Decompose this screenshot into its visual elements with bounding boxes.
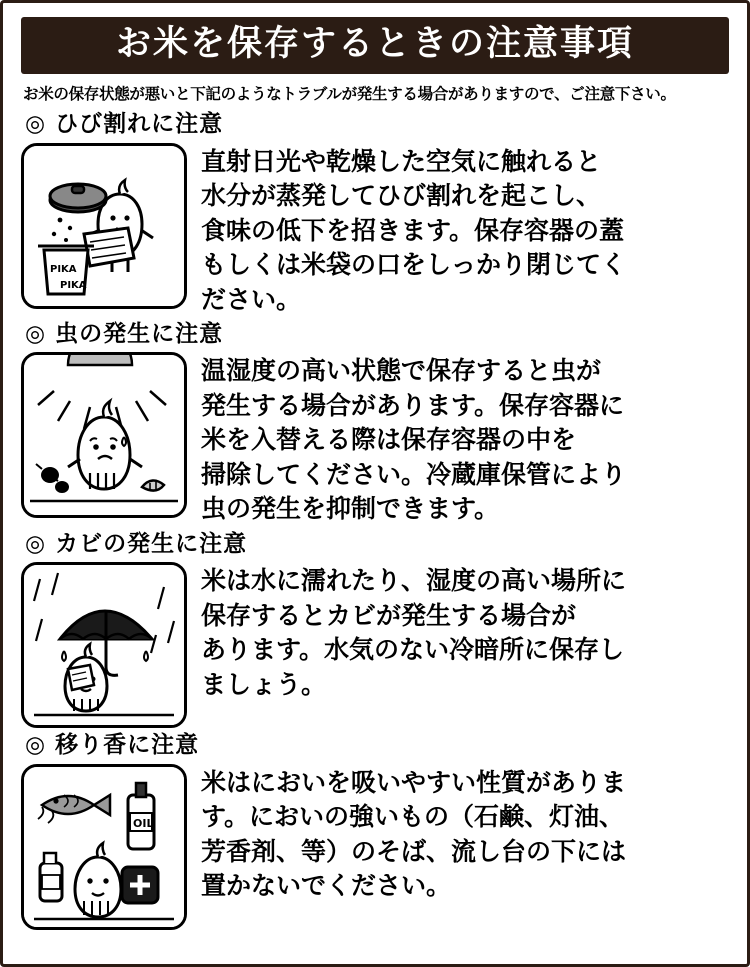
paragraph-line: 米を入替える際は保存容器の中を — [201, 425, 577, 455]
rice-mascot-odor-items-icon — [21, 764, 187, 930]
paragraph-line: 発生する場合があります。保存容器に — [201, 390, 625, 420]
rice-mascot-sun-and-bugs-icon — [21, 352, 187, 518]
section-body — [21, 562, 729, 728]
paragraph-line: ましょう。 — [201, 669, 327, 699]
paragraph-line: ださい。 — [201, 284, 302, 314]
section-body — [21, 764, 729, 930]
rice-mascot-umbrella-rain-icon — [21, 562, 187, 728]
paragraph-line: 水分が蒸発してひび割れを起こし、 — [201, 181, 602, 211]
section-odor — [21, 732, 729, 929]
intro-text: お米の保存状態が悪いと下記のようなトラブルが発生する場合がありますので、ご注意下さい。 — [23, 84, 676, 103]
section-paragraph — [201, 764, 729, 904]
paragraph-line: 米は水に濡れたり、湿度の高い場所に — [201, 566, 627, 596]
section-paragraph — [201, 143, 729, 318]
section-insects — [21, 321, 729, 527]
paragraph-line: 温湿度の高い状態で保存すると虫が — [201, 356, 602, 386]
svg-text:OIL: OIL — [133, 816, 154, 830]
paragraph-line: 保存するとカビが発生する場合が — [201, 600, 577, 630]
paragraph-line: 米はにおいを吸いやすい性質がありま — [201, 767, 627, 797]
section-paragraph — [201, 562, 729, 702]
paragraph-line: 芳香剤、等）のそば、流し台の下には — [201, 836, 627, 866]
page-title: お米を保存するときの注意事項 — [21, 17, 729, 74]
paragraph-line: 直射日光や乾燥した空気に触れると — [201, 146, 602, 176]
svg-text:PIKA: PIKA — [60, 279, 87, 291]
paragraph-line: もしくは米袋の口をしっかり閉じてく — [201, 250, 627, 280]
section-heading: ◎ ひび割れに注意 — [25, 111, 224, 138]
paragraph-line: 虫の発生を抑制できます。 — [201, 494, 500, 524]
section-heading: ◎ 移り香に注意 — [25, 732, 200, 759]
paragraph-line: す。においの強いもの（石鹸、灯油、 — [201, 802, 625, 832]
section-mold — [21, 531, 729, 728]
section-body — [21, 143, 729, 318]
paragraph-line: 掃除してください。冷蔵庫保管により — [201, 459, 627, 489]
paragraph-line: 置かないでください。 — [201, 871, 452, 901]
rice-mascot-watering-can-icon — [21, 143, 187, 309]
section-body — [21, 352, 729, 527]
section-cracking — [21, 111, 729, 317]
paragraph-line: 食味の低下を招きます。保存容器の蓋 — [201, 215, 625, 245]
section-heading: ◎ 虫の発生に注意 — [25, 321, 224, 348]
svg-text:PIKA: PIKA — [50, 263, 77, 275]
section-paragraph — [201, 352, 729, 527]
paragraph-line: あります。水気のない冷暗所に保存し — [201, 635, 625, 665]
section-heading: ◎ カビの発生に注意 — [25, 530, 248, 557]
